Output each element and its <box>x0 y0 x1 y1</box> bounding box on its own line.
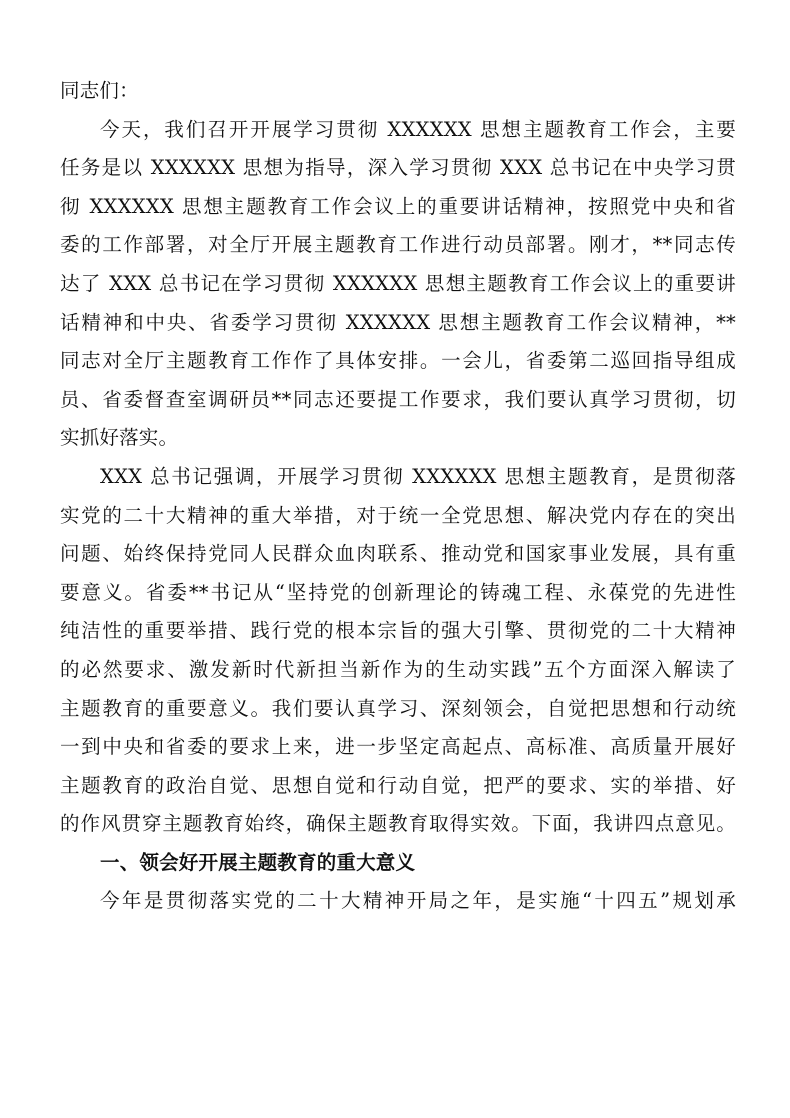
paragraph-line: 实抓好落实。 <box>60 426 179 450</box>
paragraph-line: 委的工作部署，对全厅开展主题教育工作进行动员部署。刚才，**同志传 <box>60 233 736 257</box>
paragraph-line: XXX 总书记强调，开展学习贯彻 XXXXXX 思想主题教育，是贯彻落 <box>100 464 736 488</box>
section-heading: 一、领会好开展主题教育的重大意义 <box>100 850 416 874</box>
paragraph-line: 主题教育的政治自觉、思想自觉和行动自觉，把严的要求、实的举措、好 <box>60 773 736 797</box>
paragraph-line: 任务是以 XXXXXX 思想为指导，深入学习贯彻 XXX 总书记在中央学习贯 <box>60 156 736 180</box>
paragraph-line: 同志对全厅主题教育工作作了具体安排。一会儿，省委第二巡回指导组成 <box>60 349 736 373</box>
paragraph-line: 的作风贯穿主题教育始终，确保主题教育取得实效。下面，我讲四点意见。 <box>60 812 736 836</box>
paragraph-line: 彻 XXXXXX 思想主题教育工作会议上的重要讲话精神，按照党中央和省 <box>60 194 736 218</box>
paragraph-section-one <box>60 882 736 921</box>
paragraph-line: 今年是贯彻落实党的二十大精神开局之年，是实施“十四五”规划承 <box>100 889 736 913</box>
document-body <box>60 72 736 921</box>
paragraph-line: 问题、始终保持党同人民群众血肉联系、推动党和国家事业发展，具有重 <box>60 542 736 566</box>
paragraph-line: 实党的二十大精神的重大举措，对于统一全党思想、解决党内存在的突出 <box>60 503 736 527</box>
paragraph-line: 要意义。省委**书记从“坚持党的创新理论的铸魂工程、永葆党的先进性 <box>60 580 736 604</box>
paragraph-line: 纯洁性的重要举措、践行党的根本宗旨的强大引擎、贯彻党的二十大精神 <box>60 619 736 643</box>
paragraph-line: 一到中央和省委的要求上来，进一步坚定高起点、高标准、高质量开展好 <box>60 735 736 759</box>
paragraph-line: 员、省委督查室调研员**同志还要提工作要求，我们要认真学习贯彻，切 <box>60 387 736 411</box>
paragraph-line: 达了 XXX 总书记在学习贯彻 XXXXXX 思想主题教育工作会议上的重要讲 <box>60 271 736 295</box>
salutation: 同志们： <box>60 79 139 102</box>
paragraph-line: 的必然要求、激发新时代新担当新作为的生动实践”五个方面深入解读了 <box>60 657 736 681</box>
paragraph-opening <box>60 111 736 458</box>
paragraph-line: 话精神和中央、省委学习贯彻 XXXXXX 思想主题教育工作会议精神，** <box>60 310 736 334</box>
paragraph-significance <box>60 458 736 844</box>
paragraph-line: 今天，我们召开开展学习贯彻 XXXXXX 思想主题教育工作会，主要 <box>100 117 736 141</box>
paragraph-line: 主题教育的重要意义。我们要认真学习、深刻领会，自觉把思想和行动统 <box>60 696 736 720</box>
